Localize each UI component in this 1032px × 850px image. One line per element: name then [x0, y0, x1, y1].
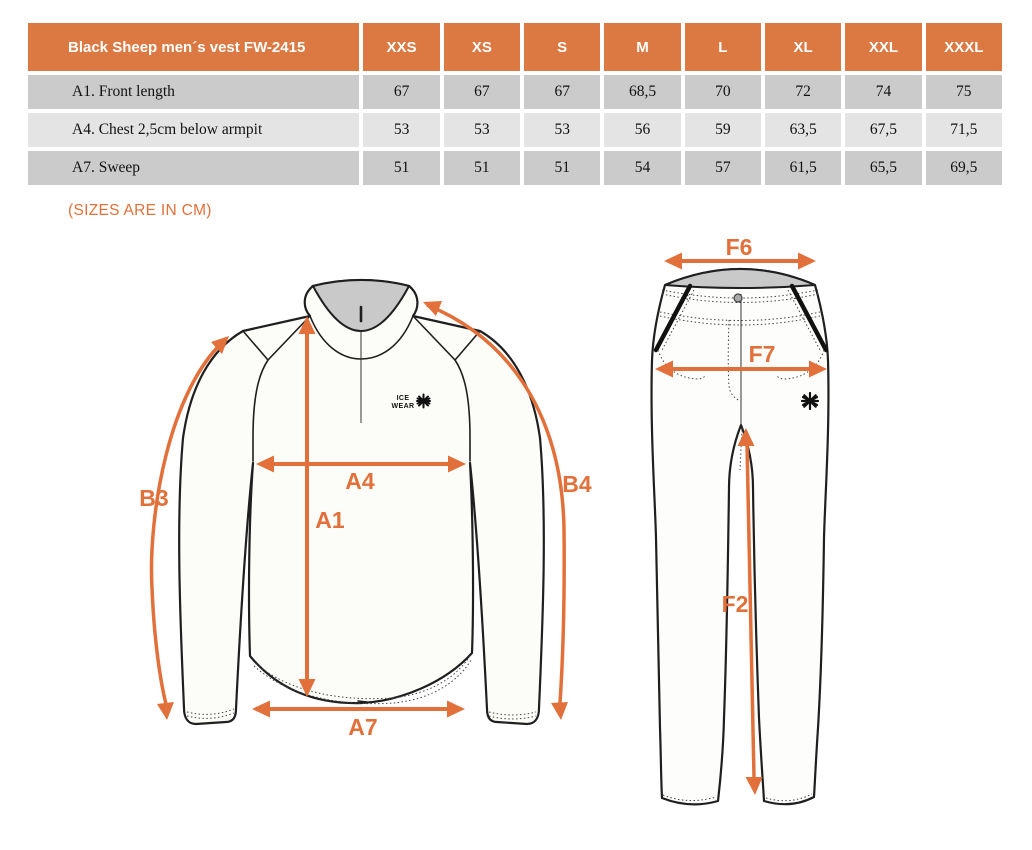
table-row — [28, 113, 1002, 147]
label-b3: B3 — [139, 485, 169, 511]
label-a7: A7 — [348, 714, 378, 740]
value-cell: 69,5 — [926, 151, 1002, 185]
value-cell: 53 — [444, 113, 520, 147]
pants-measure-f6 — [664, 238, 816, 270]
header-row — [28, 23, 1002, 71]
label-a1: A1 — [315, 507, 345, 533]
size-header-xs: XS — [444, 23, 520, 71]
sizes-unit-note: (SIZES ARE IN CM) — [68, 202, 212, 219]
value-cell: 61,5 — [765, 151, 841, 185]
measure-label: A4. Chest 2,5cm below armpit — [28, 113, 359, 147]
size-header-l: L — [685, 23, 761, 71]
value-cell: 59 — [685, 113, 761, 147]
inseam-stitch — [740, 430, 742, 470]
value-cell: 67 — [363, 75, 439, 109]
size-header-xxs: XXS — [363, 23, 439, 71]
value-cell: 75 — [926, 75, 1002, 109]
value-cell: 68,5 — [604, 75, 680, 109]
value-cell: 72 — [765, 75, 841, 109]
pants-snowflake-icon — [802, 393, 818, 409]
label-f2: F2 — [721, 591, 749, 617]
value-cell: 71,5 — [926, 113, 1002, 147]
label-f7: F7 — [748, 341, 776, 367]
value-cell: 65,5 — [845, 151, 921, 185]
logo-snowflake-icon — [417, 395, 430, 408]
measurement-diagrams — [0, 238, 1032, 850]
size-header-xl: XL — [765, 23, 841, 71]
size-header-xxl: XXL — [845, 23, 921, 71]
shirt-diagram — [139, 280, 592, 740]
value-cell: 67 — [444, 75, 520, 109]
size-header-xxxl: XXXL — [926, 23, 1002, 71]
size-header-m: M — [604, 23, 680, 71]
value-cell: 56 — [604, 113, 680, 147]
measure-label: A7. Sweep — [28, 151, 359, 185]
size-header-s: S — [524, 23, 600, 71]
logo-text-ice: ICE — [396, 395, 410, 402]
pants-silhouette — [652, 269, 829, 804]
product-title: Black Sheep men´s vest FW-2415 — [28, 23, 359, 71]
value-cell: 67,5 — [845, 113, 921, 147]
value-cell: 67 — [524, 75, 600, 109]
value-cell: 57 — [685, 151, 761, 185]
table-row — [28, 151, 1002, 185]
value-cell: 63,5 — [765, 113, 841, 147]
value-cell: 54 — [604, 151, 680, 185]
pants-diagram — [652, 238, 829, 804]
value-cell: 53 — [524, 113, 600, 147]
value-cell: 51 — [524, 151, 600, 185]
table-row — [28, 75, 1002, 109]
label-a4: A4 — [345, 468, 375, 494]
hem-center-notch — [358, 701, 367, 702]
measure-label: A1. Front length — [28, 75, 359, 109]
size-chart-table — [24, 19, 1006, 189]
value-cell: 70 — [685, 75, 761, 109]
value-cell: 53 — [363, 113, 439, 147]
label-f6: F6 — [725, 238, 753, 260]
shirt-measure-a7 — [252, 701, 465, 741]
logo-text-wear: WEAR — [391, 403, 415, 410]
label-b4: B4 — [562, 471, 592, 497]
waist-button — [734, 294, 742, 302]
value-cell: 51 — [444, 151, 520, 185]
value-cell: 74 — [845, 75, 921, 109]
value-cell: 51 — [363, 151, 439, 185]
